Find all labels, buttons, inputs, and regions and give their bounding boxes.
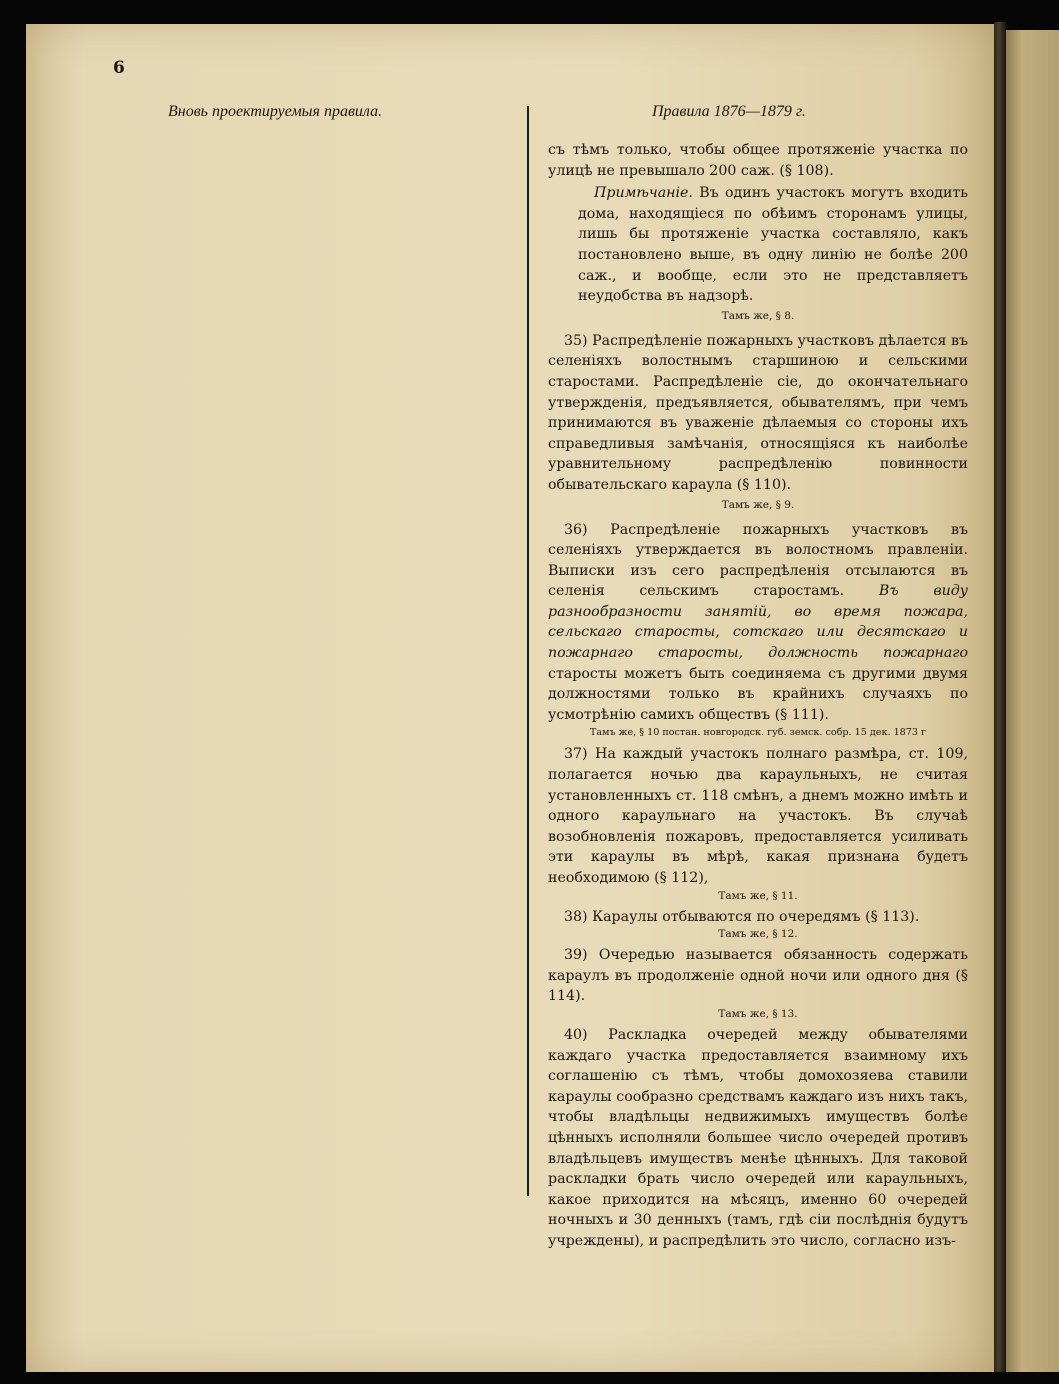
right-column-header: Правила 1876—1879 г. [652, 103, 806, 120]
note-text: Въ одинъ участокъ могутъ входить дома, находящіеся по обѣимъ сторонамъ улицы, лишь бы протяженіе участка составляло, какъ постановлено выше, въ одну линію не болѣе 200 саж., и вообще, если это не представляетъ неудобства въ надзорѣ. [578, 185, 969, 305]
article-40: 40) Раскладка очередей между обывателями каждаго участка предоставляется взаимному ихъ соглашенію съ тѣмъ, чтобы домохозяева ставили караулы сообразно средствамъ каждаго изъ нихъ такъ, чтобы владѣльцы недвижимыхъ имуществъ болѣе цѣнныхъ исполняли большее число очередей противъ владѣльцевъ имуществъ менѣе цѣнныхъ. Для таковой раскладки брать число очередей или караульныхъ, какое приходится на мѣсяцъ, именно 60 очередей ночныхъ и 30 денныхъ (тамъ, гдѣ сіи послѣднія будутъ учреждены), и распредѣлить это число, согласно изъ- [548, 1026, 968, 1249]
left-column-header: Вновь проектируемыя правила. [168, 103, 383, 120]
source-ref-8: Тамъ же, § 8. [721, 309, 795, 322]
note-block [578, 183, 968, 307]
article-38: 38) Караулы отбываются по очередямъ (§ 113). [564, 908, 920, 925]
article-39: 39) Очередью называется обязанность содержать караулъ въ продолженіе одной ночи или одного дня (§ 114). [548, 947, 968, 1005]
column-divider [527, 106, 529, 1196]
source-ref-10: Тамъ же, § 10 постан. новгородск. губ. земск. собр. 15 дек. 1873 г [589, 727, 927, 739]
source-ref-12: Тамъ же, § 12. [718, 928, 798, 941]
article-37: 37) На каждый участокъ полнаго размѣра, ст. 109, полагается ночью два караульныхъ, не считая установленныхъ ст. 118 смѣнъ, а днемъ можно имѣть и одного караульнаго на участокъ. Въ случаѣ возобновленія пожаровъ, предоставляется усиливать эти караулы въ мѣрѣ, какая признана будетъ необходимою (§ 112), [548, 746, 968, 886]
source-ref-13: Тамъ же, § 13. [718, 1007, 798, 1020]
page-number: 6 [113, 58, 125, 78]
article-36-italic: Въ виду разнообразности занятій, во время пожара, сельскаго старосты, сотскаго или десятскаго и пожарнаго старосты, должность пожарнаго [548, 583, 968, 662]
source-ref-9: Тамъ же, § 9. [721, 498, 795, 511]
article-36-text: 36) Распредѣленіе пожарныхъ участковъ въ селеніяхъ утверждается въ волостномъ правленіи. Выписки изъ сего распредѣленія отсылаются въ селенія сельскимъ старостамъ. [548, 521, 968, 600]
article-35: 35) Распредѣленіе пожарныхъ участковъ дѣлается въ селеніяхъ волостнымъ старшиною и сельскими старостами. Распредѣленіе сіе, до окончательнаго утвержденія, предъявляется, обывателямъ, при чемъ принимаются въ уваженіе дѣлаемыя со стороны ихъ справедливыя замѣчанія, относящіяся къ наиболѣе уравнительному распредѣленію повинности обывательскаго караула (§ 110). [548, 332, 968, 493]
note-label: Примѣчаніе. [594, 185, 693, 202]
page-fold [994, 22, 1006, 1372]
right-column-text [548, 140, 968, 1252]
source-ref-11: Тамъ же, § 11. [718, 889, 798, 902]
article-36 [548, 520, 968, 726]
adjacent-page-edge [1006, 30, 1059, 1372]
continuation-text: съ тѣмъ только, чтобы общее протяженіе участка по улицѣ не превышало 200 саж. (§ 108). [548, 142, 968, 179]
article-36-text-end: старосты можетъ быть соединяема съ другими двумя должностями только въ крайнихъ случаяхъ по усмотрѣнію самихъ обществъ (§ 111). [548, 665, 968, 723]
